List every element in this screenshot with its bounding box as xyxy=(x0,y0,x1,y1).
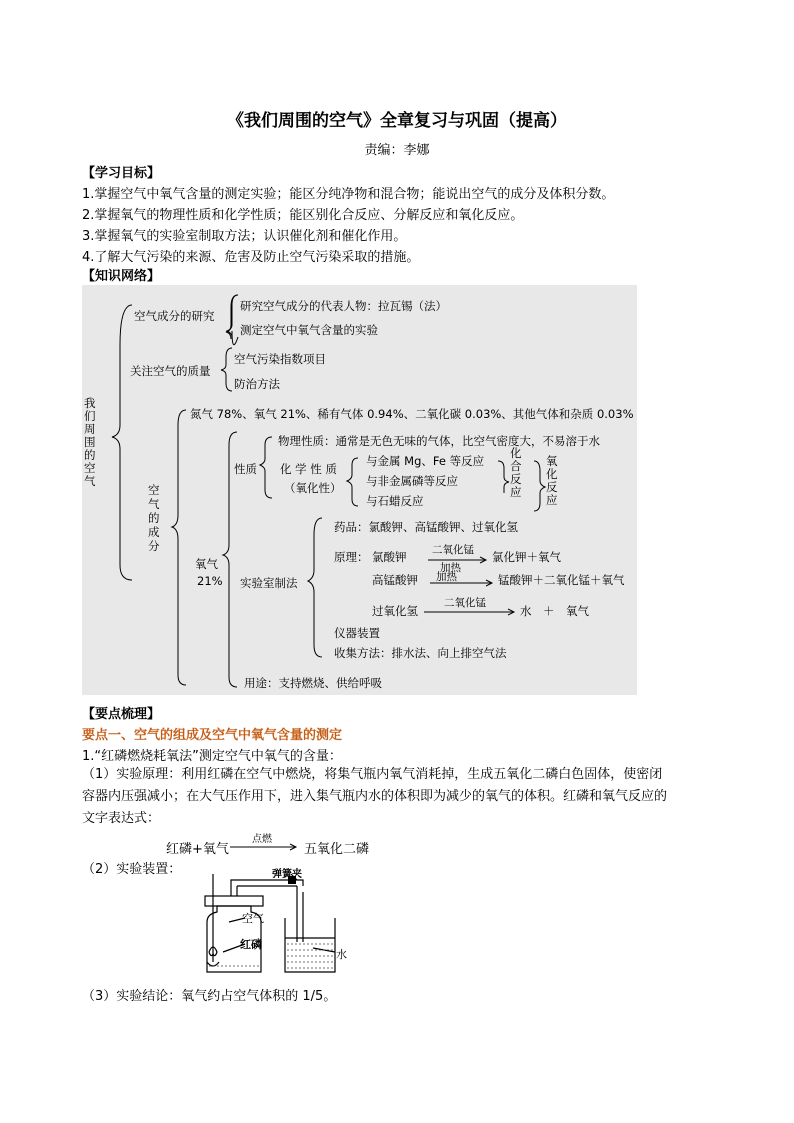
air-label: 空气 xyxy=(242,912,264,925)
lab-drugs: 药品：氯酸钾、高锰酸钾、过氧化氢 xyxy=(334,520,518,534)
page-title: 《我们周围的空气》全章复习与巩固（提高） xyxy=(227,111,567,131)
kclo3-products: 氯化钾＋氧气 xyxy=(492,550,561,564)
point-one-heading: 要点一、空气的组成及空气中氧气含量的测定 xyxy=(82,728,343,743)
chemical-property: 化 学 性 质 xyxy=(280,462,337,476)
spring-clip-label: 弹簧夹 xyxy=(272,869,302,880)
goal-item: 3.掌握氧气的实验室制取方法；认识催化剂和催化作用。 xyxy=(82,229,407,244)
goal-item: 4.了解大气污染的来源、危害及防止空气污染采取的措施。 xyxy=(82,250,420,265)
composition-line: 氮气 78%、氧气 21%、稀有气体 0.94%、二氧化碳 0.03%、其他气体和杂质 0.03% xyxy=(190,407,634,421)
equation-left: 红磷+氧气 xyxy=(166,842,229,857)
point-one-item: 1.“红磷燃烧耗氧法”测定空气中氧气的含量： xyxy=(82,749,342,764)
oxygen-node: 氧气 xyxy=(195,557,218,571)
reaction-item: 与金属 Mg、Fe 等反应 xyxy=(366,454,485,468)
kmno4: 高锰酸钾 xyxy=(372,573,418,587)
heat-label: 加热 xyxy=(440,562,461,574)
goal-item: 2.掌握氧气的物理性质和化学性质；能区别化合反应、分解反应和氧化反应。 xyxy=(82,208,524,223)
physical-property: 物理性质：通常是无色无味的气体，比空气密度大，不易溶于水 xyxy=(278,434,600,448)
property-node: 性质 xyxy=(234,462,257,476)
kmno4-products: 锰酸钾＋二氧化锰＋氧气 xyxy=(498,573,625,587)
principle-line: 文字表达式： xyxy=(82,811,161,826)
equation-arrow xyxy=(230,842,300,852)
study-node: 空气成分的研究 xyxy=(134,309,215,323)
uses-item: 用途：支持燃烧、供给呼吸 xyxy=(244,676,382,690)
keypoints-heading: 【要点梳理】 xyxy=(82,707,161,722)
quality-item: 空气污染指数项目 xyxy=(234,352,326,366)
principle-line: （1）实验原理：利用红磷在空气中燃烧，将集气瓶内氧气消耗掉，生成五氧化二磷白色固体，使密闭 xyxy=(82,767,663,782)
conclusion-line: （3）实验结论：氧气约占空气体积的 1/5。 xyxy=(82,989,337,1004)
equation-right: 五氧化二磷 xyxy=(304,842,370,857)
oxidation-reaction: 氧化反应 xyxy=(546,454,558,507)
catalyst-label: 二氧化锰 xyxy=(444,597,486,609)
lab-node: 实验室制法 xyxy=(240,576,298,590)
kclo3: 氯酸钾 xyxy=(372,550,407,564)
red-phosphorus-label: 红磷 xyxy=(240,938,262,951)
h2o2: 过氧化氢 xyxy=(372,604,418,618)
apparatus-diagram xyxy=(185,862,345,980)
equation-condition: 点燃 xyxy=(252,834,272,845)
h2o2-products: 水 ＋ 氧气 xyxy=(520,604,589,618)
oxygen-percent: 21% xyxy=(197,574,223,588)
quality-item: 防治方法 xyxy=(234,377,280,391)
reaction-item: 与石蜡反应 xyxy=(366,494,424,508)
chemical-property-note: （氧化性） xyxy=(284,481,342,495)
knowledge-network-diagram xyxy=(82,285,637,695)
network-root: 我们周围的空气 xyxy=(84,396,96,488)
network-heading: 【知识网络】 xyxy=(82,269,161,284)
study-item: 测定空气中氧气含量的实验 xyxy=(240,323,378,337)
composition-node: 空气的成分 xyxy=(148,483,160,553)
catalyst-label: 二氧化锰 xyxy=(432,544,474,556)
principle-line: 容器内压强减小；在大气压作用下，进入集气瓶内水的体积即为减少的氧气的体积。红磷和氧气反应的 xyxy=(82,789,668,804)
goal-item: 1.掌握空气中氧气含量的测定实验；能区分纯净物和混合物；能说出空气的成分及体积分数。 xyxy=(82,187,615,202)
apparatus-label: （2）实验装置： xyxy=(82,862,182,877)
water-label: 水 xyxy=(336,948,347,961)
combination-reaction: 化合反应 xyxy=(510,446,522,499)
collection-item: 收集方法：排水法、向上排空气法 xyxy=(334,646,507,660)
quality-node: 关注空气的质量 xyxy=(130,364,211,378)
goals-heading: 【学习目标】 xyxy=(82,166,161,181)
heat-label: 加热 xyxy=(436,571,457,583)
lab-principle-label: 原理： xyxy=(334,550,369,564)
study-item: 研究空气成分的代表人物：拉瓦锡（法） xyxy=(240,299,447,313)
reaction-item: 与非金属磷等反应 xyxy=(366,474,458,488)
editor-line: 责编：李娜 xyxy=(364,143,430,158)
apparatus-item: 仪器装置 xyxy=(334,626,380,640)
